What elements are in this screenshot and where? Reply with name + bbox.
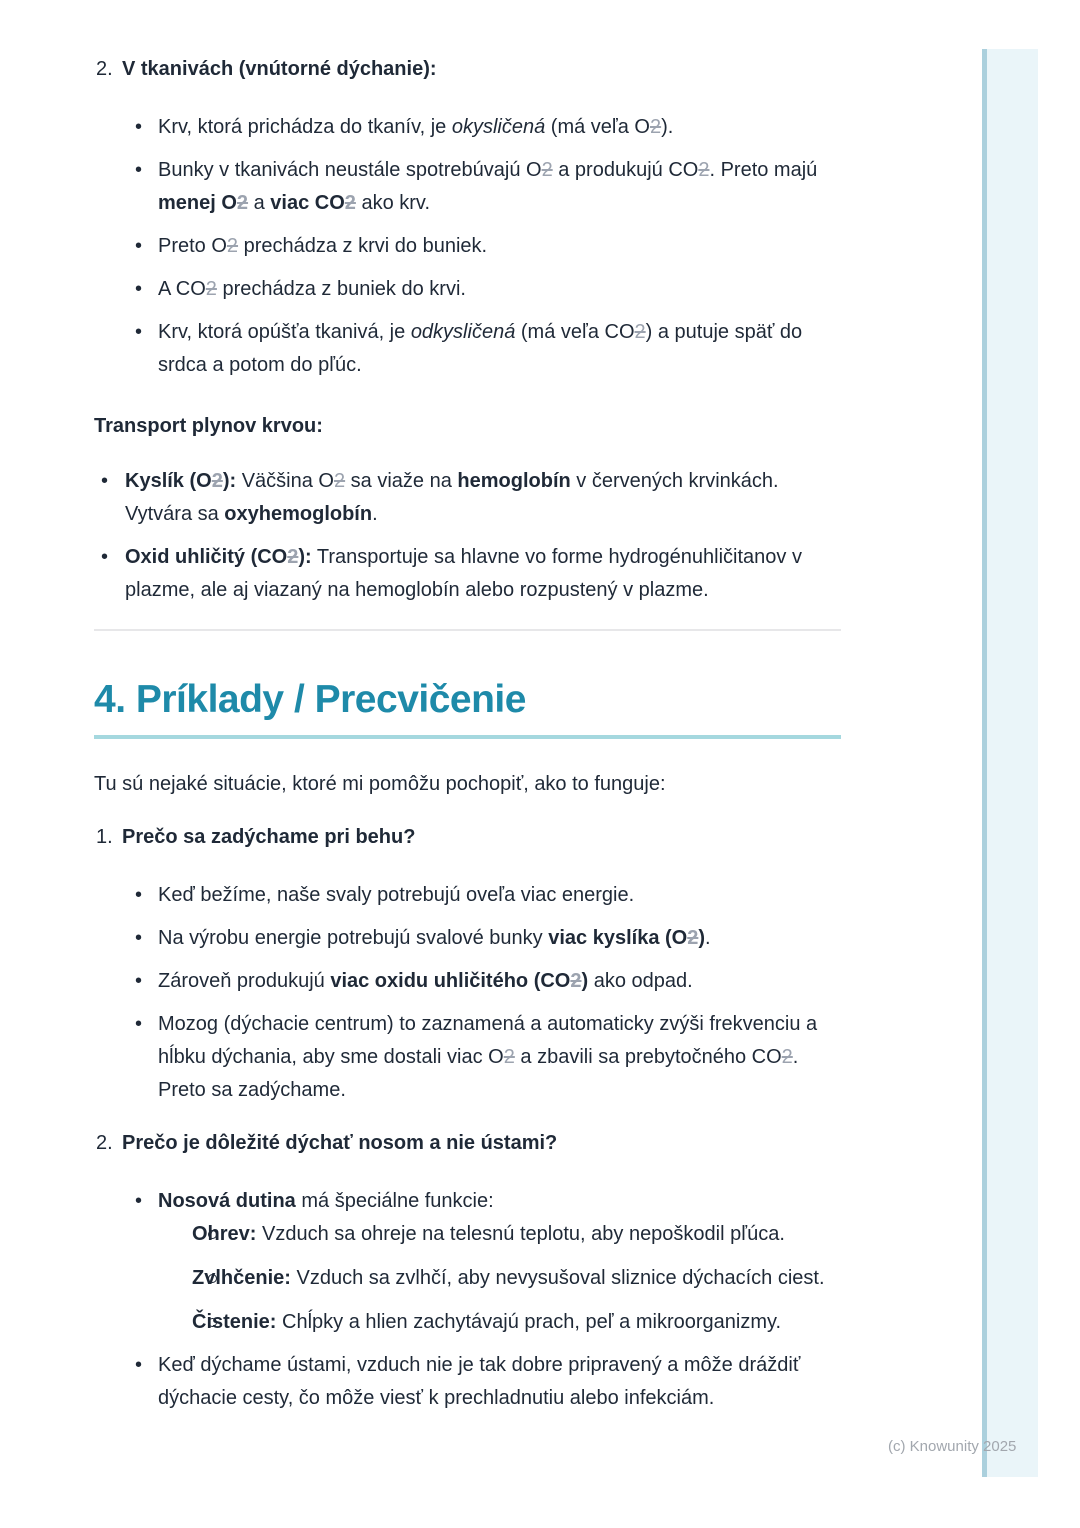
text-segment: Krv, ktorá opúšťa tkanivá, je	[158, 321, 411, 343]
section-heading	[94, 53, 841, 86]
struck-subscript: 2	[698, 159, 710, 181]
bullet-text	[158, 879, 841, 912]
bullet-text	[158, 922, 841, 955]
bullet-text-line	[158, 1013, 817, 1101]
sub-bullet-list	[158, 1218, 841, 1339]
text-segment: . Preto majú	[709, 159, 818, 181]
bullet-text-line	[192, 1223, 785, 1245]
bullet-text-line	[158, 159, 817, 214]
text-segment: Prečo sa zadýchame pri behu?	[122, 826, 416, 848]
text-segment: má špeciálne funkcie:	[295, 1190, 494, 1212]
section-number: 2.	[96, 58, 113, 80]
chapter-heading: 4. Príklady / Precvičenie	[94, 678, 526, 721]
text-segment: Oxid uhličitý (CO	[125, 546, 288, 568]
document-content	[94, 0, 841, 1415]
struck-subscript: 2	[649, 116, 662, 138]
bullet-item	[94, 1008, 841, 1107]
bullet-text-line	[158, 278, 466, 300]
bullet-item	[94, 965, 841, 998]
bullet-text-line	[158, 1354, 800, 1409]
sub-bullet-item	[158, 1306, 841, 1339]
text-segment: viac CO	[270, 192, 345, 214]
bullet-text	[158, 154, 841, 220]
bullet-list	[94, 465, 841, 607]
text-segment: Ohrev:	[192, 1223, 257, 1245]
section-title	[122, 821, 415, 854]
text-segment: a	[248, 192, 271, 214]
struck-subscript: 2	[503, 1046, 515, 1068]
text-segment: Mozog (dýchacie centrum) to zaznamená a automaticky zvýši frekvenciu a hĺbku dýchania, aby sme dostali viac O	[158, 1013, 818, 1068]
section-number: 1.	[96, 826, 113, 848]
dot-bullet-icon	[94, 1185, 158, 1339]
bullet-text-line	[158, 321, 802, 376]
text-segment: )	[698, 927, 706, 949]
struck-subscript: 2	[781, 1046, 793, 1068]
struck-subscript: 2	[236, 192, 249, 214]
text-segment: Kyslík (O	[125, 470, 212, 492]
text-segment: a produkujú CO	[552, 159, 699, 181]
bullet-item	[94, 230, 841, 263]
text-segment: v červených krvinkách. Vytvára sa	[125, 470, 779, 525]
bullet-text-line	[125, 470, 779, 525]
section-heading	[94, 821, 841, 854]
text-segment: (má veľa CO	[515, 321, 635, 343]
text-segment: sa viaže na	[345, 470, 458, 492]
bullet-text	[158, 965, 841, 998]
dot-bullet-icon	[94, 111, 158, 144]
text-segment: . Preto sa zadýchame.	[158, 1046, 799, 1101]
text-segment: ):	[298, 546, 312, 568]
text-segment: Keď bežíme, naše svaly potrebujú oveľa viac energie.	[158, 884, 635, 906]
text-segment: prechádza z buniek do krvi.	[216, 278, 466, 300]
text-segment: Vzduch sa ohreje na telesnú teplotu, aby nepoškodil pľúca.	[256, 1223, 785, 1245]
text-segment: Zároveň produkujú	[158, 970, 331, 992]
text-segment: Bunky v tkanivách neustále spotrebúvajú O	[158, 159, 542, 181]
dot-bullet-icon	[94, 230, 158, 263]
bullet-item	[94, 1185, 841, 1339]
text-segment: menej O	[158, 192, 237, 214]
bullet-text	[192, 1306, 841, 1339]
text-segment: Transportuje sa hlavne vo forme hydrogénuhličitanov v plazme, ale aj viazaný na hemoglobín alebo rozpustený v plazme.	[125, 546, 802, 601]
bullet-text	[158, 1008, 841, 1107]
chapter-heading-underline	[94, 735, 841, 739]
text-segment: .	[372, 503, 378, 525]
subsection-heading	[94, 410, 841, 443]
bullet-item	[94, 541, 841, 607]
bullet-list	[94, 879, 841, 1107]
text-segment: hemoglobín	[457, 470, 571, 492]
section-number: 2.	[96, 1132, 113, 1154]
dot-bullet-icon	[94, 965, 158, 998]
text-segment: Prečo je dôležité dýchať nosom a nie ústami?	[122, 1132, 558, 1154]
text-segment: ako odpad.	[588, 970, 693, 992]
bullet-text-line	[158, 970, 693, 992]
text-segment: Zvlhčenie:	[192, 1267, 291, 1289]
bullet-text-line	[158, 1190, 494, 1212]
page-edge-bar	[982, 49, 1038, 1477]
text-segment: Preto O	[158, 235, 227, 257]
text-segment: (má veľa O	[545, 116, 650, 138]
bullet-text-line	[125, 546, 802, 601]
bullet-list	[94, 111, 841, 382]
bullet-item	[94, 111, 841, 144]
bullet-text	[125, 465, 841, 531]
text-segment: ).	[661, 116, 674, 138]
text-segment: ako krv.	[355, 192, 430, 214]
text-segment: Keď dýchame ústami, vzduch nie je tak dobre pripravený a môže dráždiť dýchacie cesty, čo môže viesť k prechladnutiu alebo infekciám.	[158, 1354, 801, 1409]
text-segment: Čistenie:	[192, 1311, 277, 1333]
bullet-item	[94, 465, 841, 531]
text-segment: okysličená	[451, 116, 546, 138]
circle-bullet-icon	[158, 1218, 192, 1251]
text-segment: ) a putuje späť do srdca a potom do pľúc.	[158, 321, 803, 376]
bullet-text	[158, 316, 841, 382]
struck-subscript: 2	[570, 970, 582, 992]
circle-bullet-icon	[158, 1306, 192, 1339]
dot-bullet-icon	[94, 154, 158, 220]
section-heading	[94, 1127, 841, 1160]
circle-bullet-icon	[158, 1262, 192, 1295]
sub-bullet-item	[158, 1218, 841, 1251]
bullet-item	[94, 879, 841, 912]
text-segment: V tkanivách (vnútorné dýchanie):	[122, 58, 437, 80]
bullet-list	[94, 1185, 841, 1415]
text-segment: Nosová dutina	[158, 1190, 296, 1212]
bullet-text	[158, 230, 841, 263]
text-segment: a zbavili sa prebytočného CO	[514, 1046, 782, 1068]
dot-bullet-icon	[94, 316, 158, 382]
struck-subscript: 2	[205, 278, 217, 300]
text-segment: Vzduch sa zvlhčí, aby nevysušoval sliznice dýchacích ciest.	[290, 1267, 825, 1289]
bullet-item	[94, 922, 841, 955]
bullet-text	[125, 541, 841, 607]
bullet-text	[158, 273, 841, 306]
bullet-text	[192, 1218, 841, 1251]
bullet-item	[94, 273, 841, 306]
copyright-footer: (c) Knowunity 2025	[888, 1438, 1017, 1455]
text-segment: Väčšina O	[236, 470, 334, 492]
bullet-text	[158, 1185, 841, 1339]
text-segment: )	[581, 970, 589, 992]
text-segment: prechádza z krvi do buniek.	[238, 235, 488, 257]
section-divider	[94, 629, 841, 631]
bullet-text-line	[158, 884, 634, 906]
struck-subscript: 2	[687, 927, 699, 949]
bullet-text-line	[192, 1311, 781, 1333]
text-segment: Chĺpky a hlien zachytávajú prach, peľ a mikroorganizmy.	[276, 1311, 782, 1333]
text-segment: Transport plynov krvou:	[94, 415, 323, 437]
dot-bullet-icon	[94, 541, 125, 607]
bullet-item	[94, 1349, 841, 1415]
bullet-item	[94, 154, 841, 220]
text-segment: A CO	[158, 278, 206, 300]
sub-bullet-item	[158, 1262, 841, 1295]
text-segment: viac kyslíka (O	[548, 927, 688, 949]
text-segment: .	[705, 927, 711, 949]
bullet-text	[158, 111, 841, 144]
bullet-text	[158, 1349, 841, 1415]
text-segment: odkysličená	[410, 321, 516, 343]
struck-subscript: 2	[287, 546, 299, 568]
dot-bullet-icon	[94, 922, 158, 955]
struck-subscript: 2	[211, 470, 223, 492]
bullet-text-line	[158, 116, 673, 138]
struck-subscript: 2	[333, 470, 346, 492]
text-segment: Krv, ktorá prichádza do tkanív, je	[158, 116, 452, 138]
struck-subscript: 2	[634, 321, 646, 343]
bullet-item	[94, 316, 841, 382]
struck-subscript: 2	[344, 192, 356, 214]
dot-bullet-icon	[94, 465, 125, 531]
text-segment: ):	[222, 470, 237, 492]
bullet-text-line	[192, 1267, 825, 1289]
dot-bullet-icon	[94, 273, 158, 306]
dot-bullet-icon	[94, 1349, 158, 1415]
dot-bullet-icon	[94, 1008, 158, 1107]
struck-subscript: 2	[541, 159, 553, 181]
text-segment: Tu sú nejaké situácie, ktoré mi pomôžu pochopiť, ako to funguje:	[94, 773, 666, 795]
section-title	[122, 53, 437, 86]
dot-bullet-icon	[94, 879, 158, 912]
paragraph	[94, 768, 841, 801]
text-segment: viac oxidu uhličitého (CO	[330, 970, 571, 992]
section-title	[122, 1127, 557, 1160]
text-segment: Na výrobu energie potrebujú svalové bunky	[158, 927, 549, 949]
text-segment: oxyhemoglobín	[224, 503, 373, 525]
bullet-text-line	[158, 927, 711, 949]
struck-subscript: 2	[226, 235, 239, 257]
bullet-text-line	[158, 235, 487, 257]
bullet-text	[192, 1262, 841, 1295]
